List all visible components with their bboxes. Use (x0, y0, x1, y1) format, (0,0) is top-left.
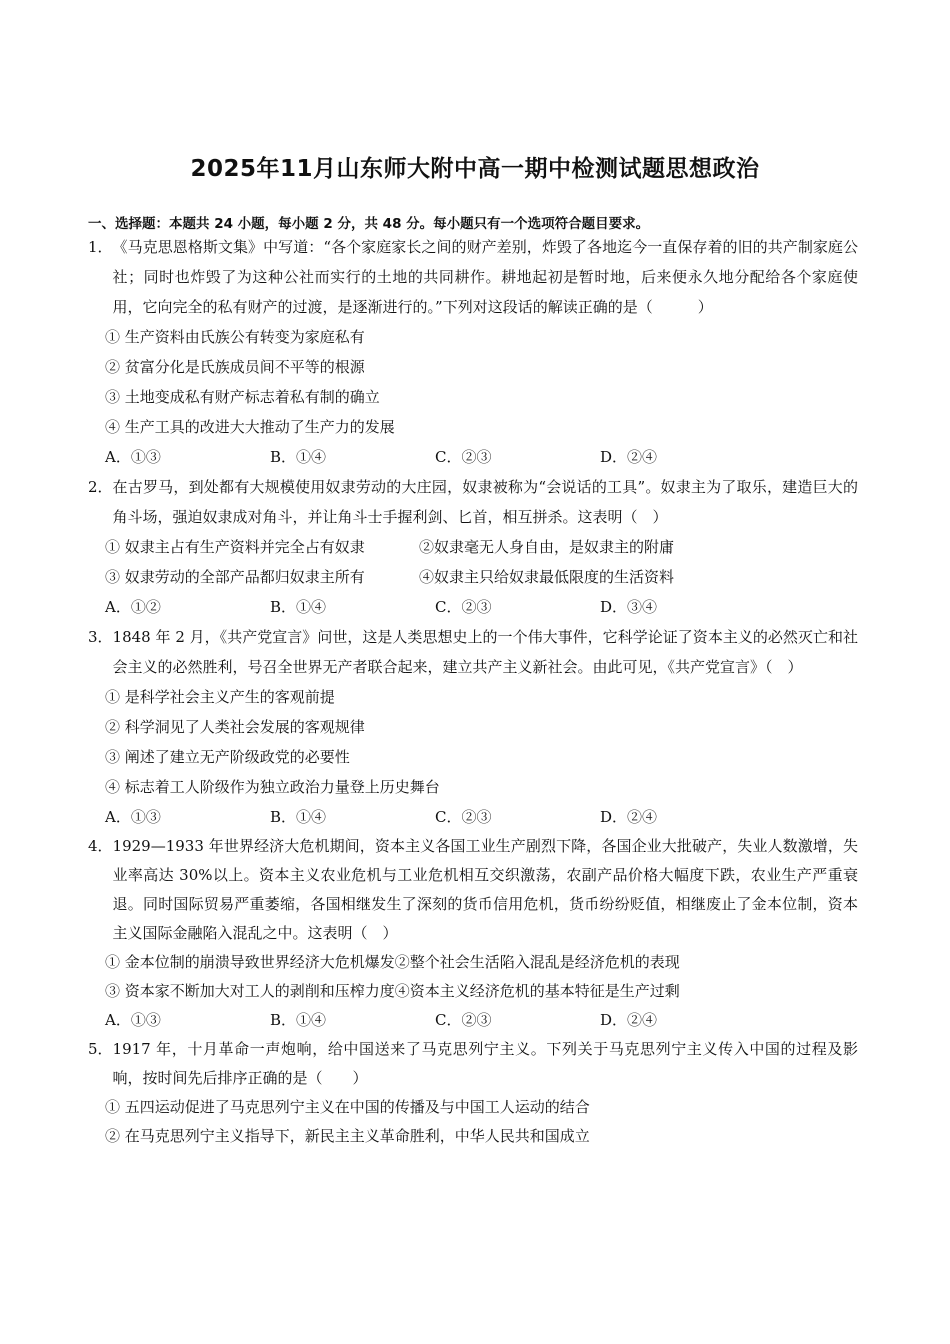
question-2 (88, 472, 858, 622)
question-stem: 1848 年 2 月，《共产党宣言》问世，这是人类思想史上的一个伟大事件，它科学论证了资本主义的必然灭亡和社会主义的必然胜利，号召全世界无产者联合起来，建立共产主义新社会。由此可见，《共产党宣言》（ ） (112, 628, 858, 676)
option-4: ④ 标志着工人阶级作为独立政治力量登上历史舞台 (105, 778, 440, 796)
option-2: ② 在马克思列宁主义指导下，新民主主义革命胜利，中华人民共和国成立 (105, 1127, 590, 1145)
question-stem: 1929—1933 年世界经济大危机期间，资本主义各国工业生产剧烈下降，各国企业大批破产，失业人数激增，失业率高达 30%以上。资本主义农业危机与工业危机相互交织激荡，农副产品价格大幅度下跌，农业生产严重衰退。同时国际贸易严重萎缩，各国相继发生了深刻的货币信用危机，货币纷纷贬值，相继废止了金本位制，资本主义国际金融陷入混乱之中。这表明（ ） (112, 837, 858, 942)
option-1: ① 是科学社会主义产生的客观前提 (105, 688, 335, 706)
page-title: 2025年11月山东师大附中高一期中检测试题思想政治 (190, 156, 760, 182)
answer-choices (88, 1006, 858, 1035)
question-list (88, 232, 858, 1151)
choice-b: B．①④ (270, 808, 327, 826)
choice-d: D．②④ (600, 1011, 658, 1029)
choice-d: D．③④ (600, 598, 658, 616)
answer-choices (88, 442, 858, 472)
question-4 (88, 832, 858, 1035)
choice-a: A．①③ (105, 808, 161, 826)
choice-b: B．①④ (270, 448, 327, 466)
question-stem: 《马克思恩格斯文集》中写道：“各个家庭家长之间的财产差别，炸毁了各地迄今一直保存着的旧的共产制家庭公社；同时也炸毁了为这种公社而实行的土地的共同耕作。耕地起初是暂时地，后来便永久地分配给各个家庭使用，它向完全的私有财产的过渡，是逐渐进行的。”下列对这段话的解读正确的是（ ） (112, 238, 858, 316)
choice-a: A．①② (105, 598, 161, 616)
option-3: ③ 土地变成私有财产标志着私有制的确立 (105, 388, 380, 406)
choice-b: B．①④ (270, 598, 327, 616)
option-1-2: ① 金本位制的崩溃导致世界经济大危机爆发②整个社会生活陷入混乱是经济危机的表现 (105, 953, 680, 971)
option-3: ③ 奴隶劳动的全部产品都归奴隶主所有 (105, 568, 365, 586)
option-3: ③ 阐述了建立无产阶级政党的必要性 (105, 748, 350, 766)
option-2: ②奴隶毫无人身自由，是奴隶主的附庸 (419, 538, 675, 556)
choice-c: C．②③ (435, 598, 492, 616)
option-3-4: ③ 资本家不断加大对工人的剥削和压榨力度④资本主义经济危机的基本特征是生产过剩 (105, 982, 680, 1000)
question-number: 5． (88, 1040, 113, 1058)
question-3 (88, 622, 858, 832)
choice-c: C．②③ (435, 1011, 492, 1029)
option-2: ② 科学洞见了人类社会发展的客观规律 (105, 718, 365, 736)
option-1: ① 奴隶主占有生产资料并完全占有奴隶 (105, 538, 365, 556)
choice-c: C．②③ (435, 808, 492, 826)
choice-a: A．①③ (105, 448, 161, 466)
option-4: ④奴隶主只给奴隶最低限度的生活资料 (419, 568, 675, 586)
choice-d: D．②④ (600, 448, 658, 466)
option-1: ① 五四运动促进了马克思列宁主义在中国的传播及与中国工人运动的结合 (105, 1098, 590, 1116)
question-number: 2． (88, 478, 113, 496)
question-5 (88, 1035, 858, 1151)
option-pair (88, 562, 858, 592)
option-pair (88, 532, 858, 562)
answer-choices (88, 592, 858, 622)
option-4: ④ 生产工具的改进大大推动了生产力的发展 (105, 418, 395, 436)
question-number: 4． (88, 837, 113, 855)
section-header: 一、选择题：本题共 24 小题，每小题 2 分，共 48 分。每小题只有一个选项符合题目要求。 (88, 216, 650, 232)
option-1: ① 生产资料由氏族公有转变为家庭私有 (105, 328, 365, 346)
question-1 (88, 232, 858, 472)
question-number: 1． (88, 238, 113, 256)
choice-c: C．②③ (435, 448, 492, 466)
choice-b: B．①④ (270, 1011, 327, 1029)
question-number: 3． (88, 628, 113, 646)
option-2: ② 贫富分化是氏族成员间不平等的根源 (105, 358, 365, 376)
question-stem: 1917 年，十月革命一声炮响，给中国送来了马克思列宁主义。下列关于马克思列宁主义传入中国的过程及影响，按时间先后排序正确的是（ ） (112, 1040, 858, 1087)
answer-choices (88, 802, 858, 832)
choice-a: A．①③ (105, 1011, 161, 1029)
choice-d: D．②④ (600, 808, 658, 826)
question-stem: 在古罗马，到处都有大规模使用奴隶劳动的大庄园，奴隶被称为“会说话的工具”。奴隶主为了取乐，建造巨大的角斗场，强迫奴隶成对角斗，并让角斗士手握利剑、匕首，相互拼杀。这表明（ ） (112, 478, 858, 526)
